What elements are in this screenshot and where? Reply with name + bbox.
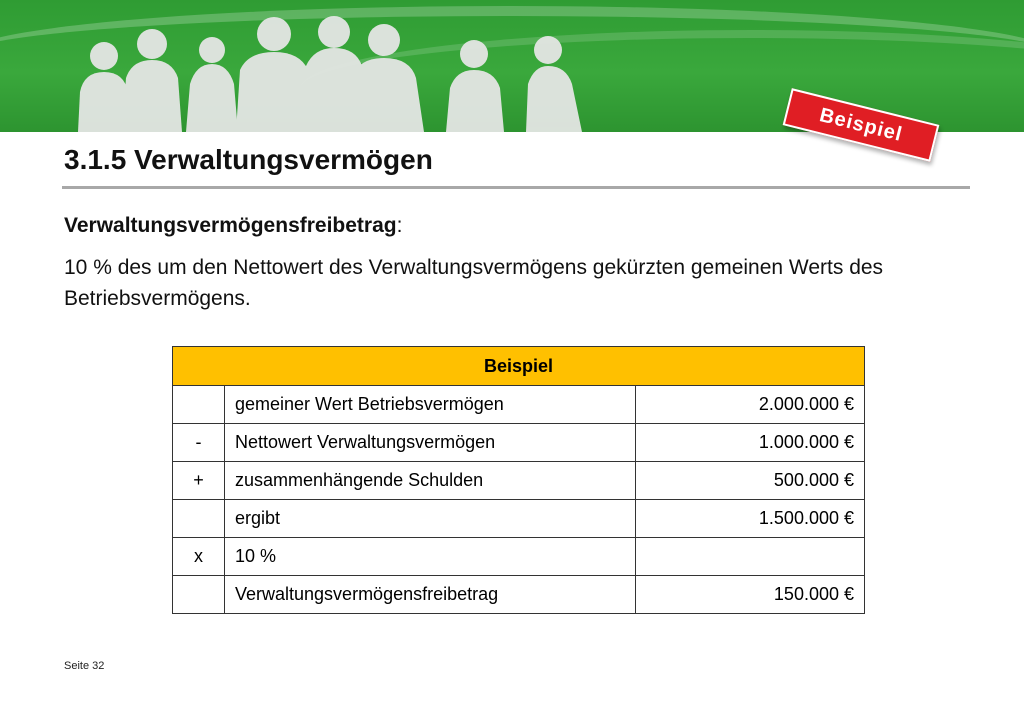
- table-row: [173, 538, 865, 576]
- row-amount: 2.000.000 €: [636, 386, 865, 424]
- row-label: ergibt: [225, 500, 636, 538]
- body-paragraph: 10 % des um den Nettowert des Verwaltungsvermögens gekürzten gemeinen Werts des Betriebsvermögens.: [64, 256, 884, 310]
- table-row: [173, 500, 865, 538]
- row-label: zusammenhängende Schulden: [225, 462, 636, 500]
- row-label: gemeiner Wert Betriebsvermögen: [225, 386, 636, 424]
- subheading-text: Verwaltungsvermögensfreibetrag: [64, 214, 397, 237]
- row-label: 10 %: [225, 538, 636, 576]
- table-header: Beispiel: [173, 347, 865, 386]
- row-symbol: +: [173, 462, 225, 500]
- row-amount: 500.000 €: [636, 462, 865, 500]
- table-row: [173, 386, 865, 424]
- row-amount: 150.000 €: [636, 576, 865, 614]
- table-row: [173, 462, 865, 500]
- page-title: 3.1.5 Verwaltungsvermögen: [64, 144, 433, 175]
- page-number: Seite 32: [64, 660, 105, 672]
- example-table: [172, 346, 865, 614]
- row-amount: [636, 538, 865, 576]
- row-symbol: [173, 500, 225, 538]
- row-label: Nettowert Verwaltungsvermögen: [225, 424, 636, 462]
- row-symbol: [173, 386, 225, 424]
- row-label: Verwaltungsvermögensfreibetrag: [225, 576, 636, 614]
- example-badge-label: Beispiel: [817, 103, 905, 146]
- row-symbol: -: [173, 424, 225, 462]
- row-amount: 1.500.000 €: [636, 500, 865, 538]
- subheading-colon: :: [396, 214, 403, 237]
- table-header-row: [173, 347, 865, 386]
- row-symbol: x: [173, 538, 225, 576]
- subheading: [64, 214, 402, 238]
- title-divider: [62, 186, 970, 189]
- table-row: [173, 424, 865, 462]
- row-amount: 1.000.000 €: [636, 424, 865, 462]
- row-symbol: [173, 576, 225, 614]
- table-row: [173, 576, 865, 614]
